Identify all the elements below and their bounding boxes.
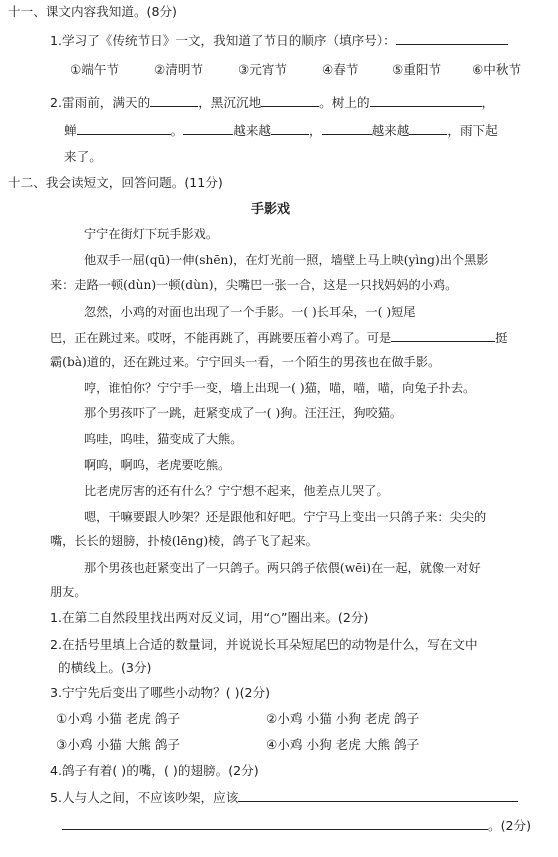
story-line-13: 嘴，长长的翅膀，扑棱(lēng)棱，鸽子飞了起来。 [50,534,318,548]
q12-5-line-2 [62,816,531,835]
story-line-7: 哼，谁怕你？宁宁手一变，墙上出现一( )猫，喵，喵，喵，向兔子扑去。 [84,381,476,395]
q11-1-text [50,31,508,50]
q11-2-blank-4[interactable] [77,121,171,135]
q11-1-option-6: ⑥中秋节 [472,62,522,77]
q11-2-line-2 [64,121,498,140]
q11-2-blank-2[interactable] [261,93,319,107]
q11-1-prompt: 1.学习了《传统节日》一文，我知道了节日的顺序（填序号）： [50,33,396,48]
q12-2: 2.在括号里填上合适的数量词，并说说长耳朵短尾巴的动物是什么，写在文中 [50,637,478,652]
q12-5-blank-2[interactable] [62,816,488,830]
story-line-5-text: 巴，正在跳过来。哎呀，不能再跳了，再跳要压着小鸡了。可是 [50,331,392,345]
section-12-heading: 十二、我会读短文，回答问题。(11分) [8,175,223,190]
q12-5-blank-1[interactable] [238,788,518,802]
q12-3-option-3: ③小鸡 小猫 大熊 鸽子 [56,737,181,752]
story-line-2: 他双手一屈(qū)一伸(shēn)，在灯光前一照，墙壁上马上映(yìng)出个黑影 [84,253,489,267]
q11-2-blank-1[interactable] [150,93,198,107]
story-line-11: 比老虎厉害的还有什么？宁宁想不起来，他差点儿哭了。 [84,484,389,498]
q11-2-blank-6[interactable] [271,121,309,135]
q11-2-text-d: ， [481,95,495,110]
q11-2-text-b: ，黑沉沉地 [198,95,262,110]
story-line-5 [50,328,507,347]
story-line-3: 来：走路一顿(dùn)一顿(dùn)，尖嘴巴一张一合，这是一只找妈妈的小鸡。 [50,278,458,292]
q12-5 [50,788,518,807]
q12-5-prompt: 5.人与人之间，不应该吵架，应该 [50,790,239,805]
q11-2-blank-5[interactable] [183,121,233,135]
q11-1-option-1: ①端午节 [70,62,120,77]
q12-5-score: 。(2分) [488,818,532,833]
q12-1: 1.在第二自然段里找出两对反义词，用“○”圈出来。(2分) [50,610,369,625]
q11-2-text-g: 越来越 [233,123,271,138]
story-line-9: 呜哇，呜哇，猫变成了大熊。 [84,432,243,446]
story-line-12: 嗯，干嘛要跟人吵架？还是跟他和好吧。宁宁马上变出一只鸽子来：尖尖的 [84,510,487,524]
animal-answer-blank[interactable] [391,328,495,342]
q11-1-option-4: ④春节 [322,62,359,77]
q11-2-line-3: 来了。 [64,149,102,164]
q12-3-option-4: ④小鸡 小狗 老虎 大熊 鸽子 [266,737,420,752]
story-line-15: 朋友。 [50,585,87,599]
q11-2-text-h: ， [308,123,322,138]
q11-2-blank-8[interactable] [409,121,447,135]
q11-1-option-3: ③元宵节 [238,62,288,77]
story-line-6: 霸(bà)道的，还在跳过来。宁宁回头一看，一个陌生的男孩也在做手影。 [50,355,441,369]
story-line-10: 啊呜，啊呜，老虎要吃熊。 [84,458,231,472]
q11-1-option-2: ②清明节 [154,62,204,77]
q12-3-option-1: ①小鸡 小猫 老虎 鸽子 [56,711,181,726]
q12-3: 3.宁宁先后变出了哪些小动物？( )(2分) [50,685,270,700]
q11-2-text-f: 。 [170,123,184,138]
q11-2-text-j: ，雨下起 [447,123,498,138]
story-line-1: 宁宁在街灯下玩手影戏。 [84,227,219,241]
q11-2-text-c: 。树上的 [319,95,370,110]
q12-3-option-2: ②小鸡 小猫 小狗 老虎 鸽子 [266,711,420,726]
story-title: 手影戏 [251,202,291,217]
q11-1-answer-blank[interactable] [396,31,508,45]
story-line-4: 忽然，小鸡的对面也出现了一个手影。一( )长耳朵，一( )短尾 [84,305,416,319]
q12-4: 4.鸽子有着( )的嘴，( )的翅膀。(2分) [50,763,259,778]
q11-2-blank-7[interactable] [322,121,372,135]
q11-2-text-i: 越来越 [371,123,410,138]
story-line-8: 那个男孩吓了一跳，赶紧变成了一( )狗。汪汪汪，狗咬猫。 [84,406,403,420]
q11-2-text-a: 2.雷雨前，满天的 [50,95,151,110]
q11-2-text-e: 蝉 [64,123,77,138]
story-line-14: 那个男孩也赶紧变出了一只鸽子。两只鸽子依偎(wēi)在一起，就像一对好 [84,561,481,575]
q11-1-option-5: ⑤重阳节 [392,62,442,77]
story-line-5-tail: 挺 [495,331,508,345]
q11-2-blank-3[interactable] [370,93,482,107]
section-11-heading: 十一、课文内容我知道。(8分) [8,4,177,19]
q11-2-line-1 [50,93,494,112]
q12-2-cont: 的横线上。(3分) [58,660,152,675]
